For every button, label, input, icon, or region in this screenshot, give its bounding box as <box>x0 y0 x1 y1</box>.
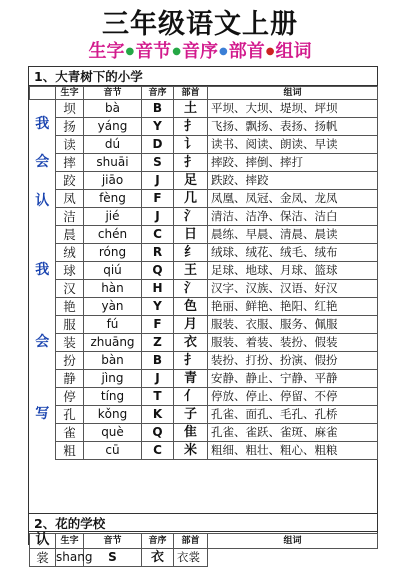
pinyin-cell: tíng <box>84 388 142 406</box>
pinyin-cell: jié <box>84 208 142 226</box>
initial-cell: S <box>84 549 142 567</box>
page-title: 三年级语文上册 <box>102 9 298 40</box>
section-title: 1、大青树下的小学 <box>29 67 377 86</box>
group-label-char: 认 <box>35 532 50 548</box>
header-initial: 音序 <box>142 534 174 549</box>
header-initial: 音序 <box>142 87 174 100</box>
words-cell: 平坝、大坝、堤坝、坪坝 <box>208 100 378 118</box>
bullet-dot-icon: ● <box>172 46 181 57</box>
initial-cell: Q <box>142 424 174 442</box>
words-cell: 粗细、粗壮、粗心、粗粮 <box>208 442 378 460</box>
table-row <box>30 388 378 406</box>
words-cell: 孔雀、面孔、毛孔、孔桥 <box>208 406 378 424</box>
initial-cell: R <box>142 244 174 262</box>
section-group-label <box>30 226 56 460</box>
radical-cell: 亻 <box>174 388 208 406</box>
bullet-dot-icon: ● <box>265 46 275 57</box>
pinyin-cell: bàn <box>84 352 142 370</box>
initial-cell: C <box>142 226 174 244</box>
table-row <box>30 172 378 190</box>
bullet-dot-icon: ● <box>125 46 135 57</box>
initial-cell: Y <box>142 118 174 136</box>
initial-cell: C <box>142 442 174 460</box>
pinyin-cell: zhuāng <box>84 334 142 352</box>
initial-cell: K <box>142 406 174 424</box>
header-pinyin: 音节 <box>84 534 142 549</box>
char-cell: 凤 <box>56 190 84 208</box>
char-cell: 艳 <box>56 298 84 316</box>
table-sheet <box>28 66 378 565</box>
pinyin-cell: kǒng <box>84 406 142 424</box>
subtitle-word: 部首 <box>228 41 265 62</box>
subtitle-word: 音序 <box>182 41 218 62</box>
initial-cell: D <box>142 136 174 154</box>
words-cell: 晨练、早晨、清晨、晨读 <box>208 226 378 244</box>
char-cell: 扬 <box>56 118 84 136</box>
table-row <box>30 262 378 280</box>
header-words: 组词 <box>208 534 378 549</box>
words-cell: 孔雀、雀跃、雀斑、麻雀 <box>208 424 378 442</box>
radical-cell: 青 <box>174 370 208 388</box>
char-cell: 服 <box>56 316 84 334</box>
pinyin-cell: fú <box>84 316 142 334</box>
char-cell: 裳 <box>30 549 56 567</box>
words-cell: 飞扬、飘扬、表扬、扬帆 <box>208 118 378 136</box>
vocab-table-lesson-1 <box>29 86 378 460</box>
table-row <box>30 442 378 460</box>
words-cell: 足球、地球、月球、篮球 <box>208 262 378 280</box>
char-cell: 停 <box>56 388 84 406</box>
initial-cell: F <box>142 316 174 334</box>
table-row <box>30 226 378 244</box>
pinyin-cell: shuāi <box>84 154 142 172</box>
table-row <box>30 136 378 154</box>
words-cell: 停放、停止、停留、不停 <box>208 388 378 406</box>
initial-cell: F <box>142 190 174 208</box>
table-row <box>30 406 378 424</box>
radical-cell: 土 <box>174 100 208 118</box>
words-cell: 凤凰、凤冠、金凤、龙凤 <box>208 190 378 208</box>
char-cell: 雀 <box>56 424 84 442</box>
initial-cell: J <box>142 172 174 190</box>
pinyin-cell: yáng <box>84 118 142 136</box>
words-cell: 读书、阅读、朗读、早读 <box>208 136 378 154</box>
words-cell: 服装、着装、装扮、假装 <box>208 334 378 352</box>
words-cell: 服装、衣服、服务、佩服 <box>208 316 378 334</box>
radical-cell: 衣 <box>142 549 174 567</box>
initial-cell: S <box>142 154 174 172</box>
char-cell: 球 <box>56 262 84 280</box>
header-char: 生字 <box>56 534 84 549</box>
table-row <box>30 370 378 388</box>
radical-cell: 讠 <box>174 136 208 154</box>
subtitle-word: 生字 <box>88 41 125 62</box>
words-cell: 跌跤、摔跤 <box>208 172 378 190</box>
words-cell: 装扮、打扮、扮演、假扮 <box>208 352 378 370</box>
char-cell: 绒 <box>56 244 84 262</box>
words-cell: 艳丽、鲜艳、艳阳、红艳 <box>208 298 378 316</box>
group-label-char: 我 <box>35 261 50 278</box>
char-cell: 坝 <box>56 100 84 118</box>
pinyin-cell: cū <box>84 442 142 460</box>
words-cell: 摔跤、摔倒、摔打 <box>208 154 378 172</box>
pinyin-cell: róng <box>84 244 142 262</box>
initial-cell: Y <box>142 298 174 316</box>
initial-cell: T <box>142 388 174 406</box>
char-cell: 晨 <box>56 226 84 244</box>
header-radical: 部首 <box>174 534 208 549</box>
header-pinyin: 音节 <box>84 87 142 100</box>
radical-cell: 扌 <box>174 154 208 172</box>
table-row <box>30 190 378 208</box>
radical-cell: 色 <box>174 298 208 316</box>
radical-cell: 月 <box>174 316 208 334</box>
group-label-char: 认 <box>35 192 50 209</box>
pinyin-cell: jìng <box>84 370 142 388</box>
vocab-table-lesson-2 <box>29 533 378 567</box>
group-label-char: 写 <box>35 406 50 423</box>
pinyin-cell: dú <box>84 136 142 154</box>
initial-cell: J <box>142 370 174 388</box>
radical-cell: 氵 <box>174 280 208 298</box>
initial-cell: Z <box>142 334 174 352</box>
bullet-dot-icon: ● <box>219 46 228 57</box>
subtitle-word: 组词 <box>275 41 312 62</box>
pinyin-cell: hàn <box>84 280 142 298</box>
radical-cell: 日 <box>174 226 208 244</box>
char-cell: 洁 <box>56 208 84 226</box>
table-row <box>30 208 378 226</box>
table-row <box>30 100 378 118</box>
section-title: 2、花的学校 <box>29 513 377 532</box>
table-row <box>30 424 378 442</box>
char-cell: 汉 <box>56 280 84 298</box>
radical-cell: 衣 <box>174 334 208 352</box>
char-cell: 扮 <box>56 352 84 370</box>
pinyin-cell: yàn <box>84 298 142 316</box>
char-cell: 静 <box>56 370 84 388</box>
table-row <box>30 549 378 567</box>
pinyin-cell: chén <box>84 226 142 244</box>
table-row <box>30 298 378 316</box>
words-cell: 汉字、汉族、汉语、好汉 <box>208 280 378 298</box>
page-subtitle <box>0 37 400 63</box>
radical-cell: 足 <box>174 172 208 190</box>
pinyin-cell: bà <box>84 100 142 118</box>
words-cell: 绒球、绒花、绒毛、绒布 <box>208 244 378 262</box>
pinyin-cell: què <box>84 424 142 442</box>
words-cell: 衣裳 <box>174 549 208 567</box>
radical-cell: 扌 <box>174 352 208 370</box>
radical-cell: 王 <box>174 262 208 280</box>
radical-cell: 子 <box>174 406 208 424</box>
char-cell: 跤 <box>56 172 84 190</box>
table-row <box>30 352 378 370</box>
radical-cell: 米 <box>174 442 208 460</box>
radical-cell: 氵 <box>174 208 208 226</box>
char-cell: 粗 <box>56 442 84 460</box>
header-words: 组词 <box>208 87 378 100</box>
table-header-row <box>30 87 378 100</box>
table-row <box>30 316 378 334</box>
pinyin-cell: fèng <box>84 190 142 208</box>
table-header-row <box>30 534 378 549</box>
char-cell: 读 <box>56 136 84 154</box>
radical-cell: 几 <box>174 190 208 208</box>
table-row <box>30 154 378 172</box>
table-row <box>30 334 378 352</box>
words-cell: 清洁、洁净、保洁、洁白 <box>208 208 378 226</box>
words-cell: 安静、静止、宁静、平静 <box>208 370 378 388</box>
header-radical: 部首 <box>174 87 208 100</box>
table-row <box>30 118 378 136</box>
char-cell: 装 <box>56 334 84 352</box>
radical-cell: 隹 <box>174 424 208 442</box>
header-char: 生字 <box>56 87 84 100</box>
group-label-char: 我 <box>35 115 50 132</box>
group-label-char: 会 <box>35 154 50 171</box>
char-cell: 孔 <box>56 406 84 424</box>
initial-cell: J <box>142 208 174 226</box>
char-cell: 摔 <box>56 154 84 172</box>
initial-cell: B <box>142 100 174 118</box>
subtitle-word: 音节 <box>135 41 172 62</box>
section-group-label <box>30 534 56 549</box>
radical-cell: 扌 <box>174 118 208 136</box>
initial-cell: Q <box>142 262 174 280</box>
group-label-char: 会 <box>35 333 50 350</box>
pinyin-cell: shang <box>56 549 84 567</box>
initial-cell: B <box>142 352 174 370</box>
pinyin-cell: qiú <box>84 262 142 280</box>
initial-cell: H <box>142 280 174 298</box>
radical-cell: 纟 <box>174 244 208 262</box>
table-row <box>30 244 378 262</box>
pinyin-cell: jiāo <box>84 172 142 190</box>
table-row <box>30 280 378 298</box>
section-group-label <box>30 100 56 226</box>
